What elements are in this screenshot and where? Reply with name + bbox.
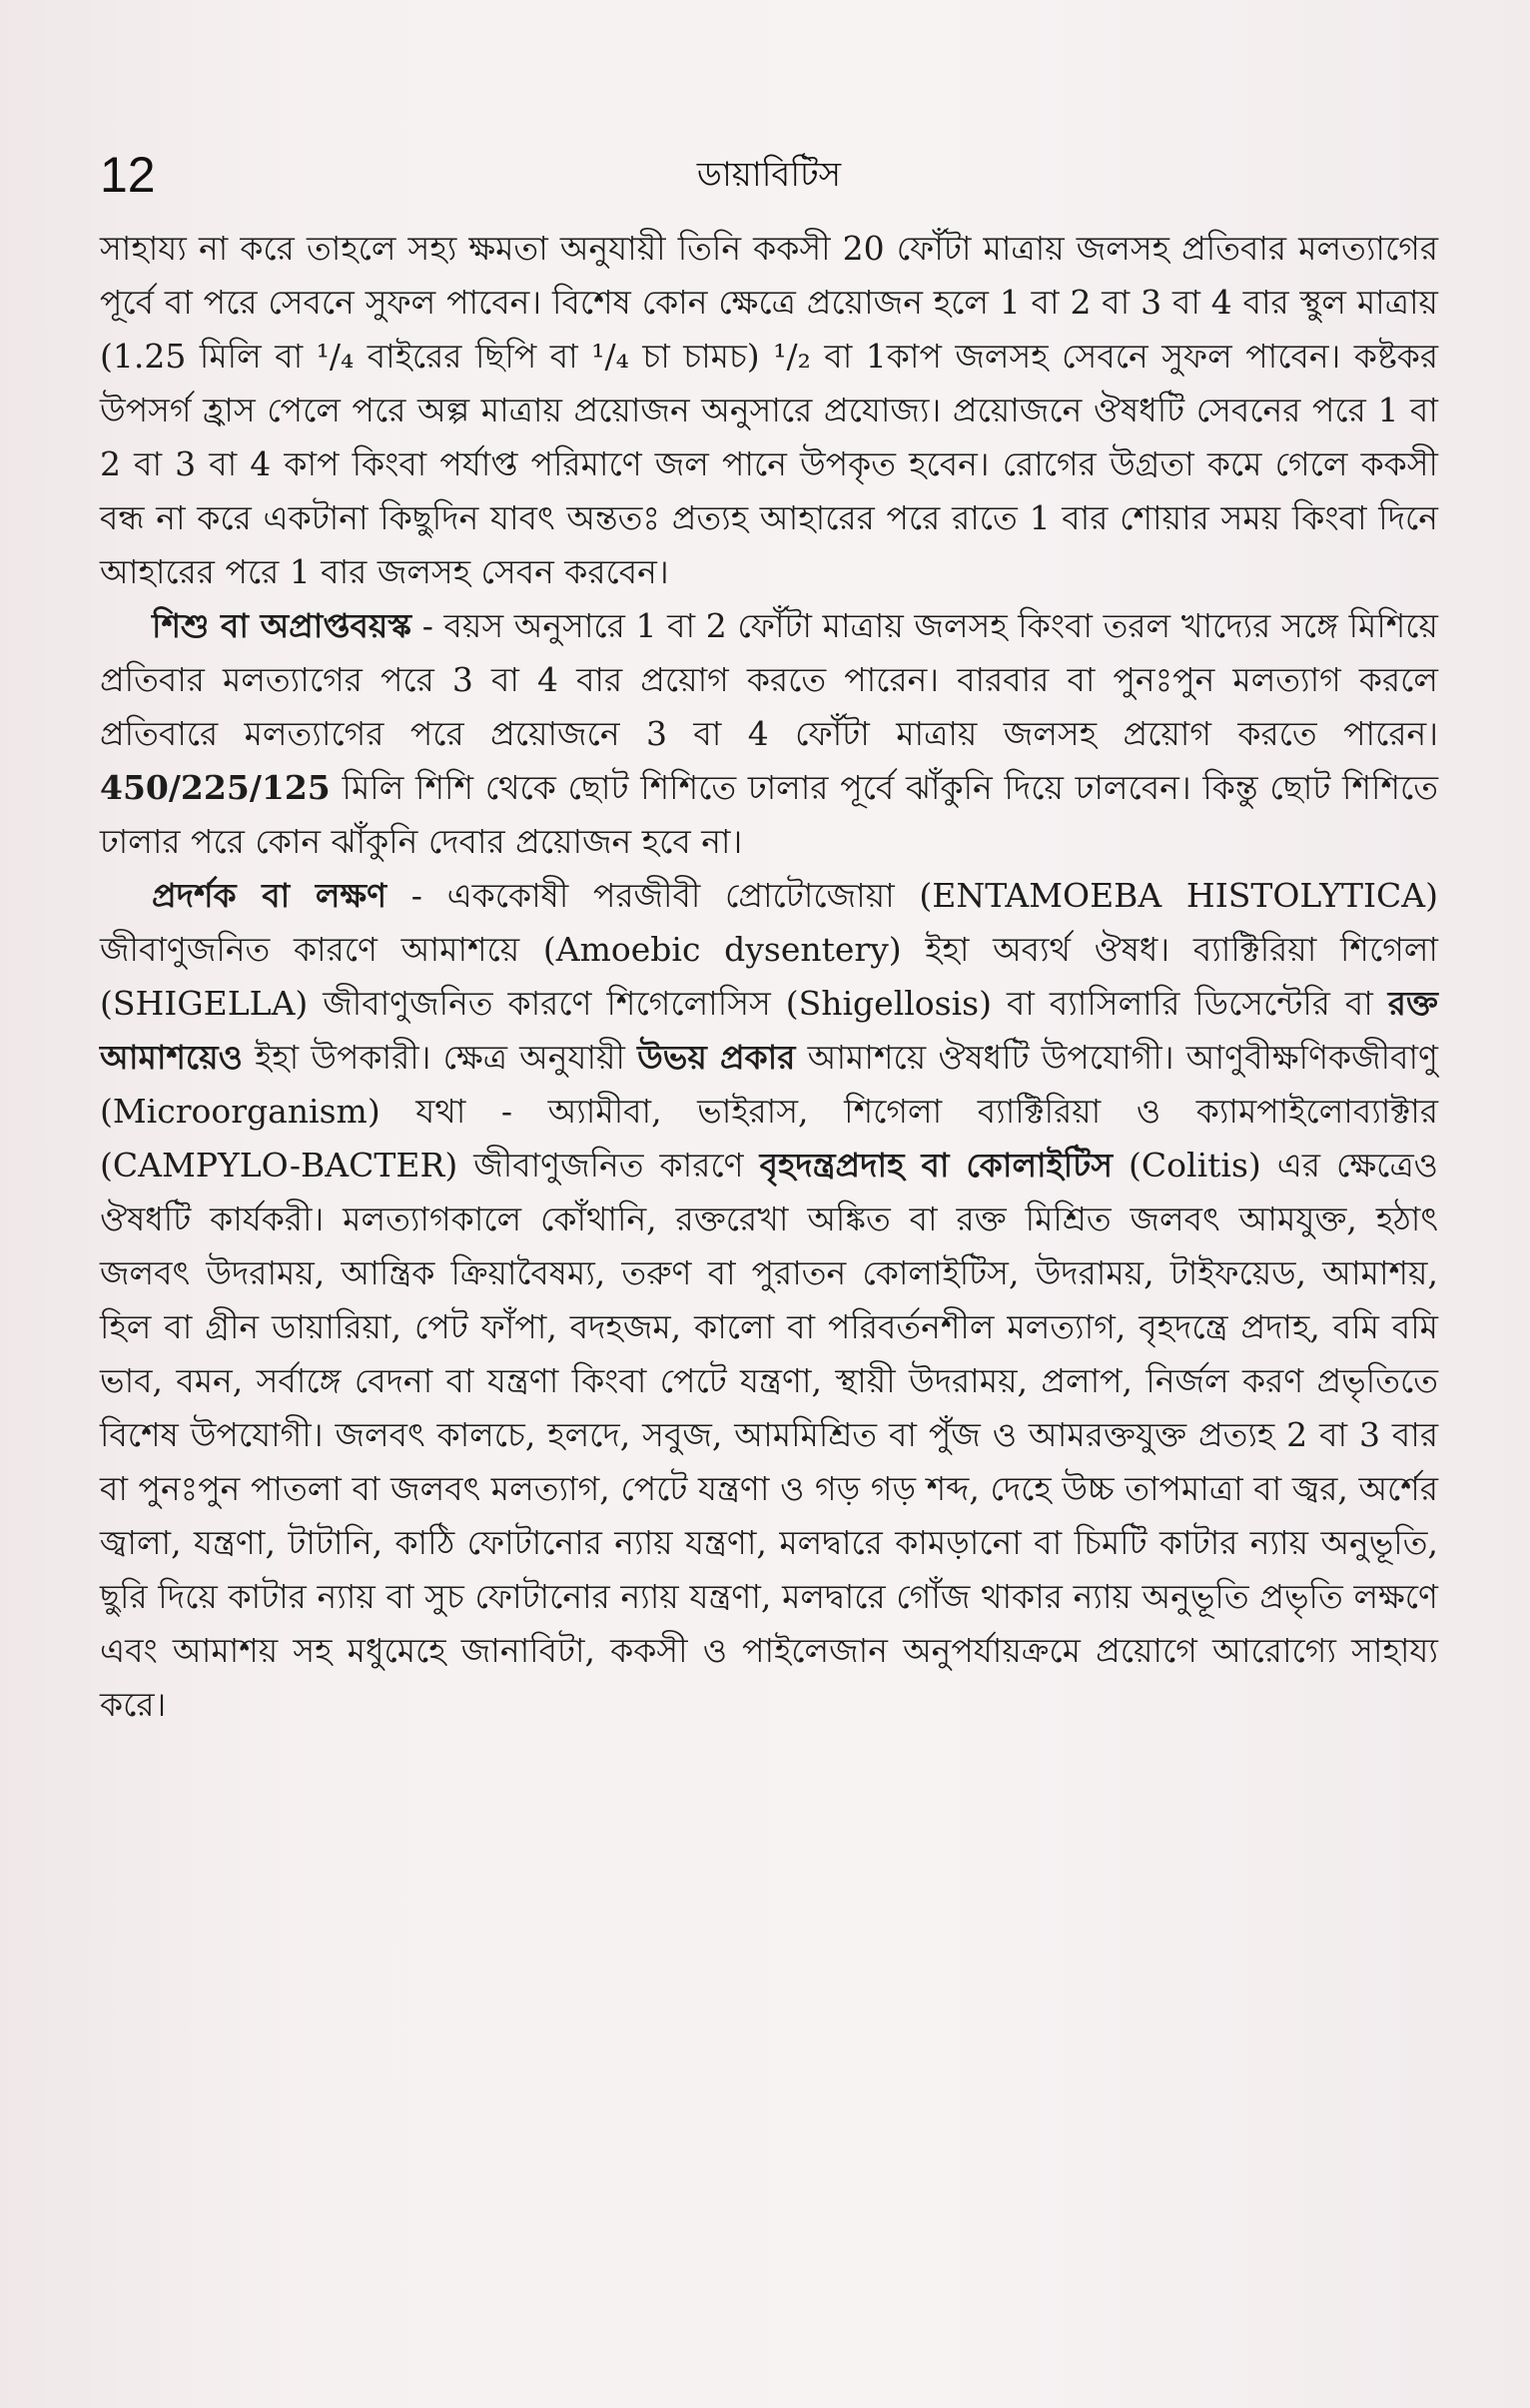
paragraph-indications [100, 869, 1438, 1732]
paragraph-text: - বয়স অনুসারে 1 বা 2 ফোঁটা মাত্রায় জলসহ কিংবা তরল খাদ্যের সঙ্গে মিশিয়ে প্রতিবার মলত্যাগের পরে 3 বা 4 বার প্রয়োগ করতে পারেন। বারবার বা পুনঃপুন মলত্যাগ করলে প্রতিবারে মলত্যাগের পরে প্রয়োজনে 3 বা 4 ফোঁটা মাত্রায় জলসহ প্রয়োগ করতে পারেন। [100, 606, 1438, 753]
paragraph-text: - এককোষী পরজীবী প্রোটোজোয়া (ENTAMOEBA HISTOLYTICA) জীবাণুজনিত কারণে আমাশয়ে (Amoebic dysentery) ইহা অব্যর্থ ঔষধ। ব্যাক্টিরিয়া শিগেলা (SHIGELLA) জীবাণুজনিত কারণে শিগেলোসিস (Shigellosis) বা ব্যাসিলারি ডিসেন্টেরি বা [100, 876, 1438, 1023]
page-number: 12 [100, 147, 156, 203]
emphasis-text: বৃহদন্ত্রপ্রদাহ বা কোলাইটিস [759, 1146, 1113, 1185]
paragraph-dosage-continued [100, 222, 1438, 599]
paragraph-text: ইহা উপকারী। ক্ষেত্র অনুযায়ী [242, 1038, 638, 1077]
page-header [100, 140, 1438, 210]
page-body [100, 222, 1438, 1732]
paragraph-text: আমাশয়ে ঔষধটি উপযোগী। আণুবীক্ষণিকজীবাণু (Microorganism) যথা - অ্যামীবা, ভাইরাস, শিগেলা ব্যাক্টিরিয়া ও ক্যামপাইলোব্যাক্টার (CAMPYLO-BACTER) জীবাণুজনিত কারণে [100, 1038, 1438, 1185]
running-title: ডায়াবিটিস [696, 155, 842, 195]
paragraph-lead-heading: প্রদর্শক বা লক্ষণ [152, 876, 387, 915]
bottle-sizes: 450/225/125 [100, 768, 331, 807]
paragraph-children-dosage [100, 599, 1438, 869]
emphasis-text: রক্ত আমাশয়েও [100, 984, 1438, 1077]
paragraph-lead-heading: শিশু বা অপ্রাপ্তবয়স্ক [152, 606, 412, 645]
emphasis-text: উভয় প্রকার [637, 1038, 796, 1077]
paragraph-text: সাহায্য না করে তাহলে সহ্য ক্ষমতা অনুযায়ী তিনি ককসী 20 ফোঁটা মাত্রায় জলসহ প্রতিবার মলত্যাগের পূর্বে বা পরে সেবনে সুফল পাবেন। বিশেষ কোন ক্ষেত্রে প্রয়োজন হলে 1 বা 2 বা 3 বা 4 বার স্থুল মাত্রায় (1.25 মিলি বা ¹/₄ বাইরের ছিপি বা ¹/₄ চা চামচ) ¹/₂ বা 1কাপ জলসহ সেবনে সুফল পাবেন। কষ্টকর উপসর্গ হ্রাস পেলে পরে অল্প মাত্রায় প্রয়োজন অনুসারে প্রযোজ্য। প্রয়োজনে ঔষধটি সেবনের পরে 1 বা 2 বা 3 বা 4 কাপ কিংবা পর্যাপ্ত পরিমাণে জল পানে উপকৃত হবেন। রোগের উগ্রতা কমে গেলে ককসী বন্ধ না করে একটানা কিছুদিন যাবৎ অন্ততঃ প্রত্যহ আহারের পরে রাতে 1 বার শোয়ার সময় কিংবা দিনে আহারের পরে 1 বার জলসহ সেবন করবেন। [100, 229, 1438, 591]
paragraph-text: মিলি শিশি থেকে ছোট শিশিতে ঢালার পূর্বে ঝাঁকুনি দিয়ে ঢালবেন। কিন্তু ছোট শিশিতে ঢালার পরে কোন ঝাঁকুনি দেবার প্রয়োজন হবে না। [100, 768, 1438, 861]
paragraph-text: (Colitis) এর ক্ষেত্রেও ঔষধটি কার্যকরী। মলত্যাগকালে কোঁথানি, রক্তরেখা অঙ্কিত বা রক্ত মিশ্রিত জলবৎ আমযুক্ত, হঠাৎ জলবৎ উদরাময়, আন্ত্রিক ক্রিয়াবৈষম্য, তরুণ বা পুরাতন কোলাইটিস, উদরাময়, টাইফয়েড, আমাশয়, হিল বা গ্রীন ডায়ারিয়া, পেট ফাঁপা, বদহজম, কালো বা পরিবর্তনশীল মলত্যাগ, বৃহদন্ত্রে প্রদাহ, বমি বমি ভাব, বমন, সর্বাঙ্গে বেদনা বা যন্ত্রণা কিংবা পেটে যন্ত্রণা, স্থায়ী উদরাময়, প্রলাপ, নির্জল করণ প্রভৃতিতে বিশেষ উপযোগী। জলবৎ কালচে, হলদে, সবুজ, আমমিশ্রিত বা পুঁজ ও আমরক্তযুক্ত প্রত্যহ 2 বা 3 বার বা পুনঃপুন পাতলা বা জলবৎ মলত্যাগ, পেটে যন্ত্রণা ও গড় গড় শব্দ, দেহে উচ্চ তাপমাত্রা বা জ্বর, অর্শের জ্বালা, যন্ত্রণা, টাটানি, কাঠি ফোটানোর ন্যায় যন্ত্রণা, মলদ্বারে কামড়ানো বা চিমটি কাটার ন্যায় অনুভূতি, ছুরি দিয়ে কাটার ন্যায় বা সুচ ফোটানোর ন্যায় যন্ত্রণা, মলদ্বারে গোঁজ থাকার ন্যায় অনুভূতি প্রভৃতি লক্ষণে এবং আমাশয় সহ মধুমেহে জানাবিটা, ককসী ও পাইলেজান অনুপর্যায়ক্রমে প্রয়োগে আরোগ্যে সাহায্য করে। [100, 1146, 1438, 1724]
